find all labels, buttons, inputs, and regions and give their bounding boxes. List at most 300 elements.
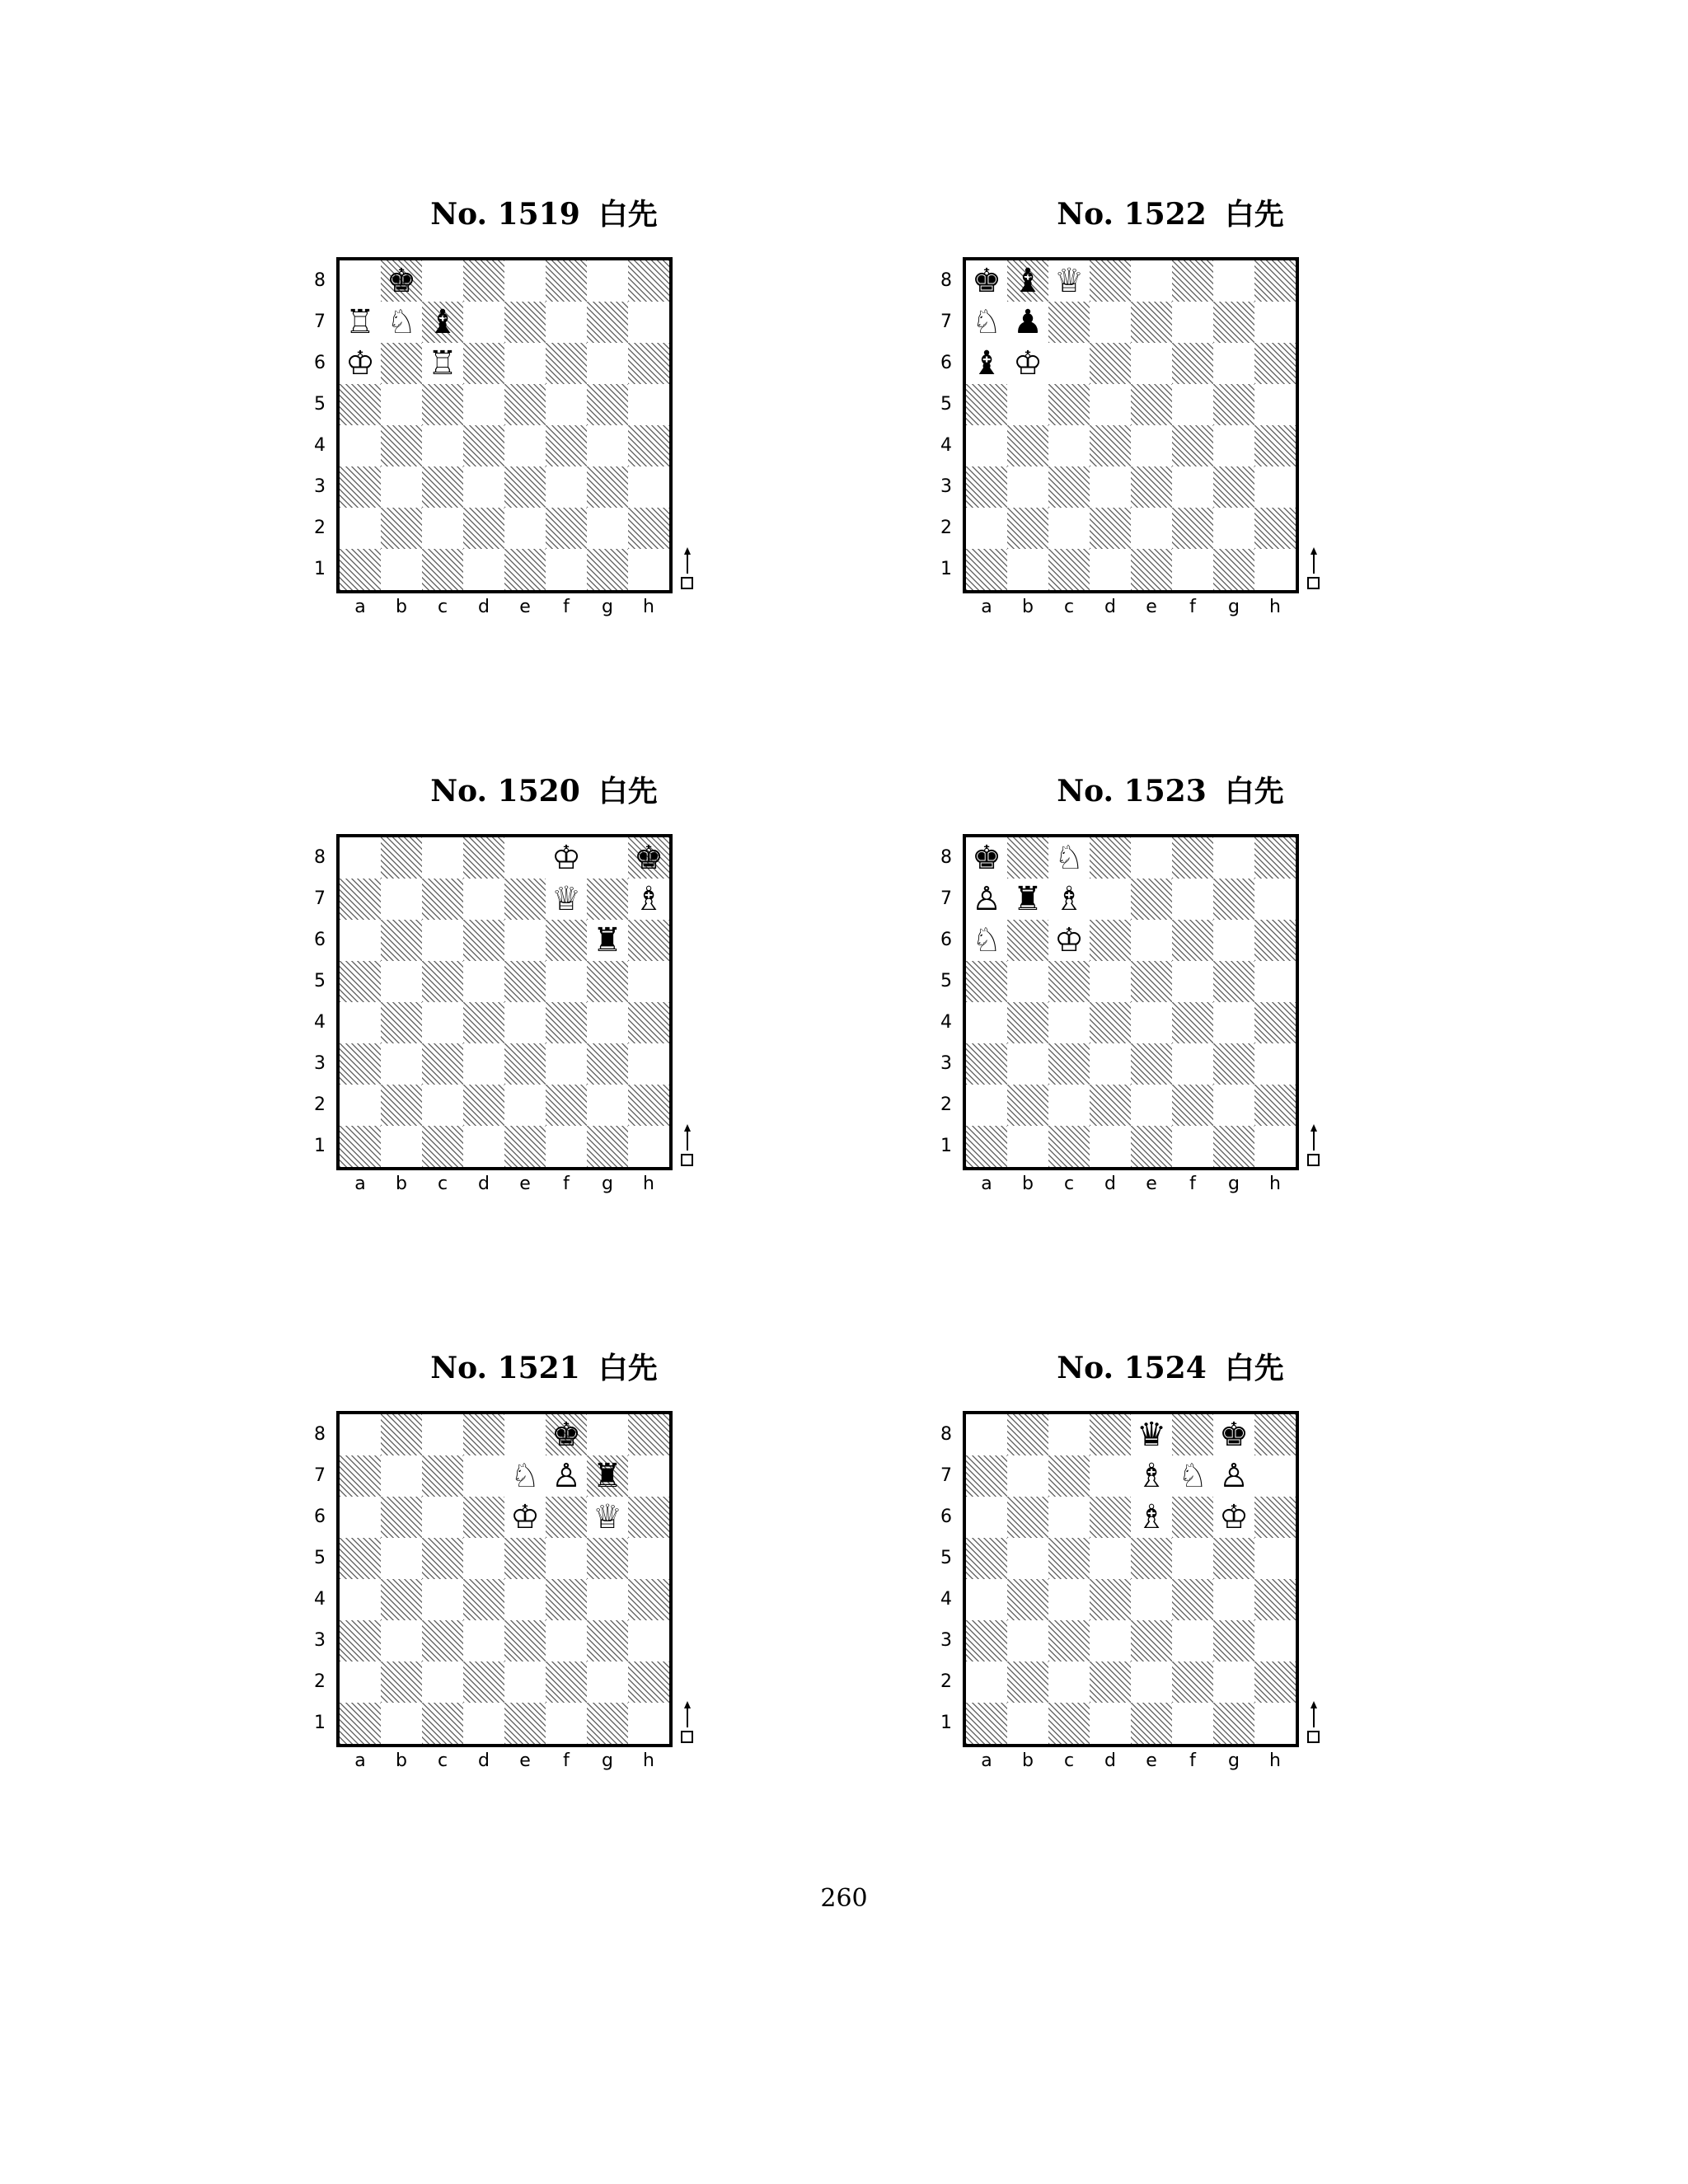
- board-square: [463, 1538, 504, 1579]
- file-label: g: [1228, 1750, 1240, 1771]
- file-label: g: [602, 1750, 613, 1771]
- rank-label: 4: [314, 435, 326, 456]
- chess-piece: ♚: [551, 1416, 581, 1454]
- rank-label: 1: [940, 1713, 952, 1733]
- board-square: [966, 1043, 1007, 1085]
- board-square: [966, 508, 1007, 549]
- board-square: [966, 1002, 1007, 1043]
- rank-label: 4: [940, 1012, 952, 1033]
- board-square: [628, 1002, 669, 1043]
- board-square: [1131, 466, 1172, 508]
- board-square: [1254, 1661, 1296, 1703]
- board-square: [1172, 508, 1213, 549]
- file-label: b: [1022, 1750, 1034, 1771]
- rank-label: 7: [314, 312, 326, 332]
- rank-label: 1: [940, 559, 952, 579]
- rank-label: 6: [940, 353, 952, 373]
- board-square: [1172, 260, 1213, 302]
- board-square: [504, 1661, 546, 1703]
- board-square: [966, 1497, 1007, 1538]
- board-square: [1048, 1414, 1090, 1455]
- board-square: [381, 961, 422, 1002]
- board-square: [340, 1538, 381, 1579]
- chess-piece: ♗: [1131, 1497, 1172, 1538]
- file-label: b: [1022, 597, 1034, 617]
- file-label: g: [1228, 597, 1240, 617]
- board-square: [1172, 1579, 1213, 1620]
- board-square: [546, 1661, 587, 1703]
- board-square: [628, 961, 669, 1002]
- board-square: [546, 1126, 587, 1167]
- file-label: h: [1269, 1750, 1281, 1771]
- board-square: [1172, 1002, 1213, 1043]
- board-square: [381, 920, 422, 961]
- board-square: [966, 1579, 1007, 1620]
- puzzle-title: [956, 196, 1385, 233]
- file-label: h: [1269, 1174, 1281, 1194]
- board-square: [1213, 425, 1254, 466]
- board-square: [1254, 1620, 1296, 1661]
- puzzle-number: No. 1524: [1057, 1351, 1207, 1385]
- rank-label: 5: [314, 1548, 326, 1568]
- board-square: [1213, 466, 1254, 508]
- white-to-move-arrow-icon: [1306, 547, 1320, 590]
- file-label: f: [563, 1174, 570, 1194]
- file-label: c: [1063, 1174, 1075, 1194]
- board-square: [1213, 879, 1254, 920]
- file-label: e: [519, 597, 531, 617]
- file-label: h: [643, 1174, 654, 1194]
- board-square: [1254, 1043, 1296, 1085]
- board-square: [587, 1414, 628, 1455]
- board-square: [504, 1414, 546, 1455]
- board-square: [1254, 961, 1296, 1002]
- rank-label: 3: [940, 476, 952, 497]
- chess-piece: ♚: [972, 262, 1001, 300]
- board-square: [1172, 1661, 1213, 1703]
- file-label: d: [1104, 1174, 1116, 1194]
- board-square: [1007, 425, 1048, 466]
- board-square: [340, 961, 381, 1002]
- board-square: [340, 508, 381, 549]
- puzzle-title: [330, 773, 758, 810]
- puzzle-1524: [940, 1350, 1451, 1844]
- puzzle-title: [956, 1350, 1385, 1387]
- board-square: [422, 961, 463, 1002]
- board-square: [1048, 466, 1090, 508]
- board-square: [1131, 879, 1172, 920]
- board-square: [1254, 466, 1296, 508]
- rank-label: 1: [940, 1136, 952, 1156]
- board-square: [1048, 1703, 1090, 1744]
- board-square: [1254, 508, 1296, 549]
- board-square: [1090, 1002, 1131, 1043]
- board-square: [1131, 260, 1172, 302]
- board-square: [587, 1085, 628, 1126]
- file-label: f: [1189, 1174, 1196, 1194]
- board-square: [340, 1620, 381, 1661]
- board-square: [1090, 549, 1131, 590]
- board-square: [1007, 1579, 1048, 1620]
- board-square: [1007, 1126, 1048, 1167]
- file-label: a: [354, 1750, 366, 1771]
- board-square: [422, 1002, 463, 1043]
- board-square: [504, 1002, 546, 1043]
- puzzle-1520: [314, 773, 824, 1268]
- board-square: [1131, 1085, 1172, 1126]
- rank-label: 6: [314, 353, 326, 373]
- board-square: [587, 961, 628, 1002]
- board-square: [1213, 1126, 1254, 1167]
- chess-piece: ♔: [1048, 920, 1090, 961]
- board-square: [628, 920, 669, 961]
- file-label: a: [981, 597, 992, 617]
- file-label: e: [1146, 1750, 1157, 1771]
- file-label: b: [396, 597, 407, 617]
- board-square: [1090, 1661, 1131, 1703]
- file-label: b: [396, 1174, 407, 1194]
- chess-piece: ♘: [381, 302, 422, 343]
- file-label: d: [1104, 597, 1116, 617]
- board-square: [1007, 1002, 1048, 1043]
- board-square: [546, 425, 587, 466]
- board-square: [1090, 1455, 1131, 1497]
- puzzle-title: [330, 1350, 758, 1387]
- board-square: [1213, 1085, 1254, 1126]
- rank-label: 4: [940, 1589, 952, 1610]
- board-square: [463, 961, 504, 1002]
- board-square: [1090, 1703, 1131, 1744]
- board-square: [1254, 1126, 1296, 1167]
- file-label: d: [478, 1750, 490, 1771]
- file-label: a: [981, 1174, 992, 1194]
- board-square: [1007, 961, 1048, 1002]
- board-square: [628, 1085, 669, 1126]
- file-label: b: [1022, 1174, 1034, 1194]
- board-square: [463, 1126, 504, 1167]
- board-square: [1090, 879, 1131, 920]
- board-square: [587, 466, 628, 508]
- board-square: [1131, 920, 1172, 961]
- board-square: [422, 1414, 463, 1455]
- board-square: [381, 1126, 422, 1167]
- board-square: [422, 1455, 463, 1497]
- board-square: [1213, 549, 1254, 590]
- board-square: [966, 384, 1007, 425]
- board-square: [1131, 343, 1172, 384]
- board-square: [546, 1579, 587, 1620]
- rank-label: 7: [314, 1465, 326, 1486]
- chess-board: [963, 1411, 1299, 1747]
- rank-label: 5: [940, 971, 952, 991]
- file-label: d: [478, 1174, 490, 1194]
- board-square: [463, 1620, 504, 1661]
- board-square: [1007, 1620, 1048, 1661]
- chess-piece: ♔: [504, 1497, 546, 1538]
- board-square: [587, 1661, 628, 1703]
- board-square: [1131, 508, 1172, 549]
- board-square: [628, 384, 669, 425]
- chess-piece: ♘: [1172, 1455, 1213, 1497]
- board-square: [628, 1126, 669, 1167]
- board-square: [1048, 1497, 1090, 1538]
- chess-piece: ♕: [1048, 260, 1090, 302]
- board-square: [587, 879, 628, 920]
- board-square: [340, 549, 381, 590]
- rank-label: 6: [314, 1507, 326, 1527]
- file-label: d: [478, 597, 490, 617]
- board-square: [504, 508, 546, 549]
- rank-label: 1: [314, 1713, 326, 1733]
- board-square: [1213, 384, 1254, 425]
- board-square: [463, 508, 504, 549]
- board-square: [504, 1043, 546, 1085]
- file-label: b: [396, 1750, 407, 1771]
- file-label: e: [519, 1750, 531, 1771]
- file-label: e: [1146, 597, 1157, 617]
- board-square: [546, 1703, 587, 1744]
- board-square: [546, 1497, 587, 1538]
- board-square: [1007, 1703, 1048, 1744]
- board-square: [587, 837, 628, 879]
- board-square: [1172, 920, 1213, 961]
- board-square: [504, 1579, 546, 1620]
- white-to-move-arrow-icon: [1306, 1124, 1320, 1167]
- board-square: [422, 1661, 463, 1703]
- rank-label: 2: [314, 518, 326, 538]
- puzzle-number: No. 1522: [1057, 197, 1207, 232]
- board-square: [422, 1497, 463, 1538]
- rank-label: 6: [940, 1507, 952, 1527]
- file-label: a: [354, 597, 366, 617]
- board-square: [1213, 302, 1254, 343]
- board-square: [1048, 1085, 1090, 1126]
- board-square: [340, 1085, 381, 1126]
- board-square: [1048, 1579, 1090, 1620]
- board-square: [1007, 837, 1048, 879]
- side-to-move: 白先: [1224, 198, 1284, 232]
- board-square: [628, 1497, 669, 1538]
- board-square: [1090, 425, 1131, 466]
- board-square: [1131, 1043, 1172, 1085]
- board-square: [1131, 425, 1172, 466]
- board-square: [422, 384, 463, 425]
- board-square: [587, 302, 628, 343]
- chess-piece: ♙: [966, 879, 1007, 920]
- board-square: [1172, 384, 1213, 425]
- board-square: [340, 1002, 381, 1043]
- chess-piece: ♝: [1013, 262, 1043, 300]
- side-to-move: 白先: [598, 198, 658, 232]
- file-label: f: [1189, 1750, 1196, 1771]
- board-square: [1172, 1043, 1213, 1085]
- board-square: [1254, 879, 1296, 920]
- board-square: [1090, 837, 1131, 879]
- chess-piece: ♚: [1219, 1416, 1249, 1454]
- board-square: [1254, 1579, 1296, 1620]
- board-square: [587, 1620, 628, 1661]
- board-square: [966, 1455, 1007, 1497]
- board-square: [628, 343, 669, 384]
- chess-board: [336, 257, 673, 593]
- board-square: [504, 466, 546, 508]
- board-square: [1090, 1414, 1131, 1455]
- board-square: [628, 1579, 669, 1620]
- board-square: [587, 549, 628, 590]
- rank-label: 6: [940, 930, 952, 950]
- board-square: [340, 1661, 381, 1703]
- board-square: [340, 425, 381, 466]
- board-square: [381, 549, 422, 590]
- board-square: [1007, 920, 1048, 961]
- board-square: [628, 1455, 669, 1497]
- board-square: [546, 384, 587, 425]
- board-square: [587, 384, 628, 425]
- rank-label: 4: [314, 1589, 326, 1610]
- board-square: [422, 1085, 463, 1126]
- board-square: [1254, 1538, 1296, 1579]
- board-square: [966, 466, 1007, 508]
- rank-label: 3: [314, 1053, 326, 1074]
- board-square: [1131, 1579, 1172, 1620]
- board-square: [504, 260, 546, 302]
- board-square: [1007, 466, 1048, 508]
- board-square: [381, 1002, 422, 1043]
- rank-label: 4: [940, 435, 952, 456]
- board-square: [504, 425, 546, 466]
- puzzle-1522: [940, 196, 1451, 691]
- board-square: [546, 508, 587, 549]
- board-square: [546, 1620, 587, 1661]
- board-square: [1048, 961, 1090, 1002]
- board-square: [504, 1126, 546, 1167]
- file-label: e: [1146, 1174, 1157, 1194]
- board-square: [1172, 343, 1213, 384]
- board-square: [628, 508, 669, 549]
- board-square: [546, 549, 587, 590]
- rank-label: 6: [314, 930, 326, 950]
- board-square: [1213, 1002, 1254, 1043]
- puzzle-number: No. 1520: [430, 774, 580, 808]
- board-square: [966, 961, 1007, 1002]
- board-square: [587, 425, 628, 466]
- puzzle-number: No. 1523: [1057, 774, 1207, 808]
- board-square: [546, 920, 587, 961]
- chess-piece: ♗: [628, 879, 669, 920]
- rank-label: 5: [314, 971, 326, 991]
- rank-label: 2: [940, 1094, 952, 1115]
- board-square: [422, 837, 463, 879]
- chess-piece: ♚: [387, 262, 416, 300]
- chess-piece: ♛: [1137, 1416, 1166, 1454]
- board-square: [381, 1538, 422, 1579]
- board-square: [1090, 1620, 1131, 1661]
- board-square: [381, 384, 422, 425]
- board-square: [1048, 343, 1090, 384]
- board-square: [1007, 1085, 1048, 1126]
- board-square: [1172, 425, 1213, 466]
- board-square: [422, 1126, 463, 1167]
- board-square: [463, 549, 504, 590]
- board-square: [1131, 1002, 1172, 1043]
- board-square: [546, 302, 587, 343]
- chess-piece: ♜: [593, 1457, 622, 1495]
- board-square: [1090, 1497, 1131, 1538]
- chess-piece: ♜: [1013, 880, 1043, 918]
- chess-board: [336, 1411, 673, 1747]
- rank-label: 8: [940, 270, 952, 291]
- chess-piece: ♙: [1213, 1455, 1254, 1497]
- board-square: [1172, 879, 1213, 920]
- board-square: [381, 1414, 422, 1455]
- board-square: [966, 1538, 1007, 1579]
- board-square: [381, 1043, 422, 1085]
- board-square: [1007, 1661, 1048, 1703]
- puzzle-title: [330, 196, 758, 233]
- file-label: g: [1228, 1174, 1240, 1194]
- board-square: [381, 508, 422, 549]
- board-square: [587, 1126, 628, 1167]
- board-square: [504, 343, 546, 384]
- board-square: [1007, 1497, 1048, 1538]
- rank-label: 7: [940, 312, 952, 332]
- puzzle-1523: [940, 773, 1451, 1268]
- board-square: [587, 1002, 628, 1043]
- puzzle-1519: [314, 196, 824, 691]
- board-square: [340, 1455, 381, 1497]
- board-square: [340, 1703, 381, 1744]
- rank-label: 8: [314, 1424, 326, 1445]
- board-square: [1048, 1538, 1090, 1579]
- board-square: [1131, 1620, 1172, 1661]
- board-square: [1172, 466, 1213, 508]
- board-square: [381, 837, 422, 879]
- board-square: [1090, 1126, 1131, 1167]
- board-square: [463, 1085, 504, 1126]
- board-square: [1090, 508, 1131, 549]
- board-square: [1213, 1538, 1254, 1579]
- board-square: [1172, 837, 1213, 879]
- chess-board: [963, 257, 1299, 593]
- board-square: [1048, 302, 1090, 343]
- file-label: d: [1104, 1750, 1116, 1771]
- board-square: [1090, 260, 1131, 302]
- board-square: [422, 1538, 463, 1579]
- board-square: [1254, 1414, 1296, 1455]
- board-square: [1213, 837, 1254, 879]
- board-square: [1254, 425, 1296, 466]
- board-square: [1131, 1661, 1172, 1703]
- board-square: [1254, 1455, 1296, 1497]
- file-label: c: [1063, 597, 1075, 617]
- chess-piece: ♘: [504, 1455, 546, 1497]
- board-square: [381, 879, 422, 920]
- board-square: [463, 260, 504, 302]
- board-square: [1048, 508, 1090, 549]
- board-square: [381, 1620, 422, 1661]
- board-square: [1007, 1043, 1048, 1085]
- board-square: [1254, 1497, 1296, 1538]
- board-square: [1048, 384, 1090, 425]
- side-to-move: 白先: [598, 1352, 658, 1385]
- board-square: [422, 425, 463, 466]
- board-square: [1172, 1085, 1213, 1126]
- chess-piece: ♔: [1213, 1497, 1254, 1538]
- board-square: [546, 1043, 587, 1085]
- chess-piece: ♝: [428, 303, 457, 341]
- rank-label: 5: [314, 394, 326, 415]
- side-to-move: 白先: [598, 775, 658, 808]
